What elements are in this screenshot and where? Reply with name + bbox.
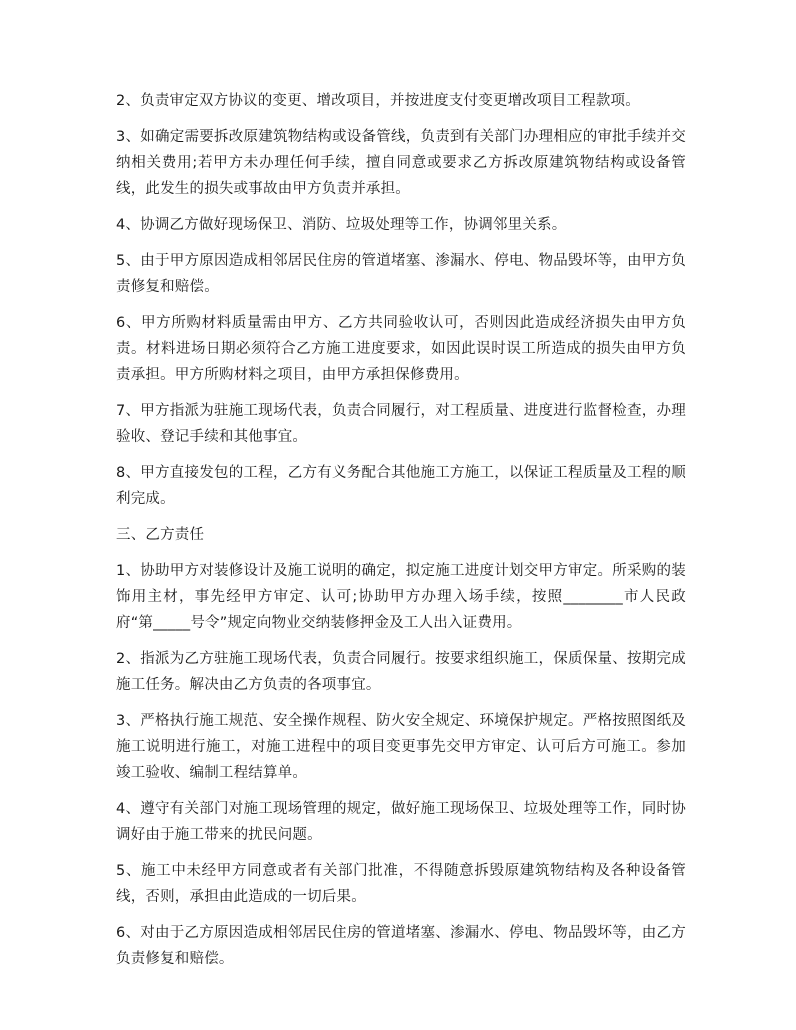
paragraph-party-b-4: 4、遵守有关部门对施工现场管理的规定，做好施工现场保卫、垃圾处理等工作，同时协调好由于施工带来的扰民问题。	[116, 801, 686, 843]
paragraph-party-b-1: 1、协助甲方对装修设计及施工说明的确定，拟定施工进度计划交甲方审定。所采购的装饰用主材，事先经甲方审定、认可;协助甲方办理入场手续，按照________市人民政府“第_____号令”规定向物业交纳装修押金及工人出入证费用。	[116, 563, 686, 631]
paragraph-party-a-7: 7、甲方指派为驻施工现场代表，负责合同履行，对工程质量、进度进行监督检查，办理验收、登记手续和其他事宜。	[116, 403, 686, 445]
paragraph-party-a-4: 4、协调乙方做好现场保卫、消防、垃圾处理等工作，协调邻里关系。	[116, 217, 567, 233]
paragraph-party-b-3: 3、严格执行施工规范、安全操作规程、防火安全规定、环境保护规定。严格按照图纸及施工说明进行施工，对施工进程中的项目变更事先交甲方审定、认可后方可施工。参加竣工验收、编制工程结算单。	[116, 713, 686, 781]
paragraph-party-b-6: 6、对由于乙方原因造成相邻居民住房的管道堵塞、渗漏水、停电、物品毁坏等，由乙方负责修复和赔偿。	[116, 925, 686, 967]
section-heading-party-b: 三、乙方责任	[116, 527, 205, 543]
paragraph-party-a-2: 2、负责审定双方协议的变更、增改项目，并按进度支付变更增改项目工程款项。	[116, 93, 640, 109]
paragraph-party-a-6: 6、甲方所购材料质量需由甲方、乙方共同验收认可，否则因此造成经济损失由甲方负责。材料进场日期必须符合乙方施工进度要求，如因此误时误工所造成的损失由甲方负责承担。甲方所购材料之项目，由甲方承担保修费用。	[116, 315, 686, 383]
document-body	[116, 88, 686, 982]
paragraph-party-a-3: 3、如确定需要拆改原建筑物结构或设备管线，负责到有关部门办理相应的审批手续并交纳相关费用;若甲方未办理任何手续，擅自同意或要求乙方拆改原建筑物结构或设备管线，此发生的损失或事故由甲方负责并承担。	[116, 129, 686, 197]
paragraph-party-a-5: 5、由于甲方原因造成相邻居民住房的管道堵塞、渗漏水、停电、物品毁坏等，由甲方负责修复和赔偿。	[116, 253, 686, 295]
paragraph-party-b-2: 2、指派为乙方驻施工现场代表，负责合同履行。按要求组织施工，保质保量、按期完成施工任务。解决由乙方负责的各项事宜。	[116, 651, 686, 693]
paragraph-party-a-8: 8、甲方直接发包的工程，乙方有义务配合其他施工方施工，以保证工程质量及工程的顺利完成。	[116, 465, 686, 507]
paragraph-party-b-5: 5、施工中未经甲方同意或者有关部门批准，不得随意拆毁原建筑物结构及各种设备管线，否则，承担由此造成的一切后果。	[116, 863, 686, 905]
